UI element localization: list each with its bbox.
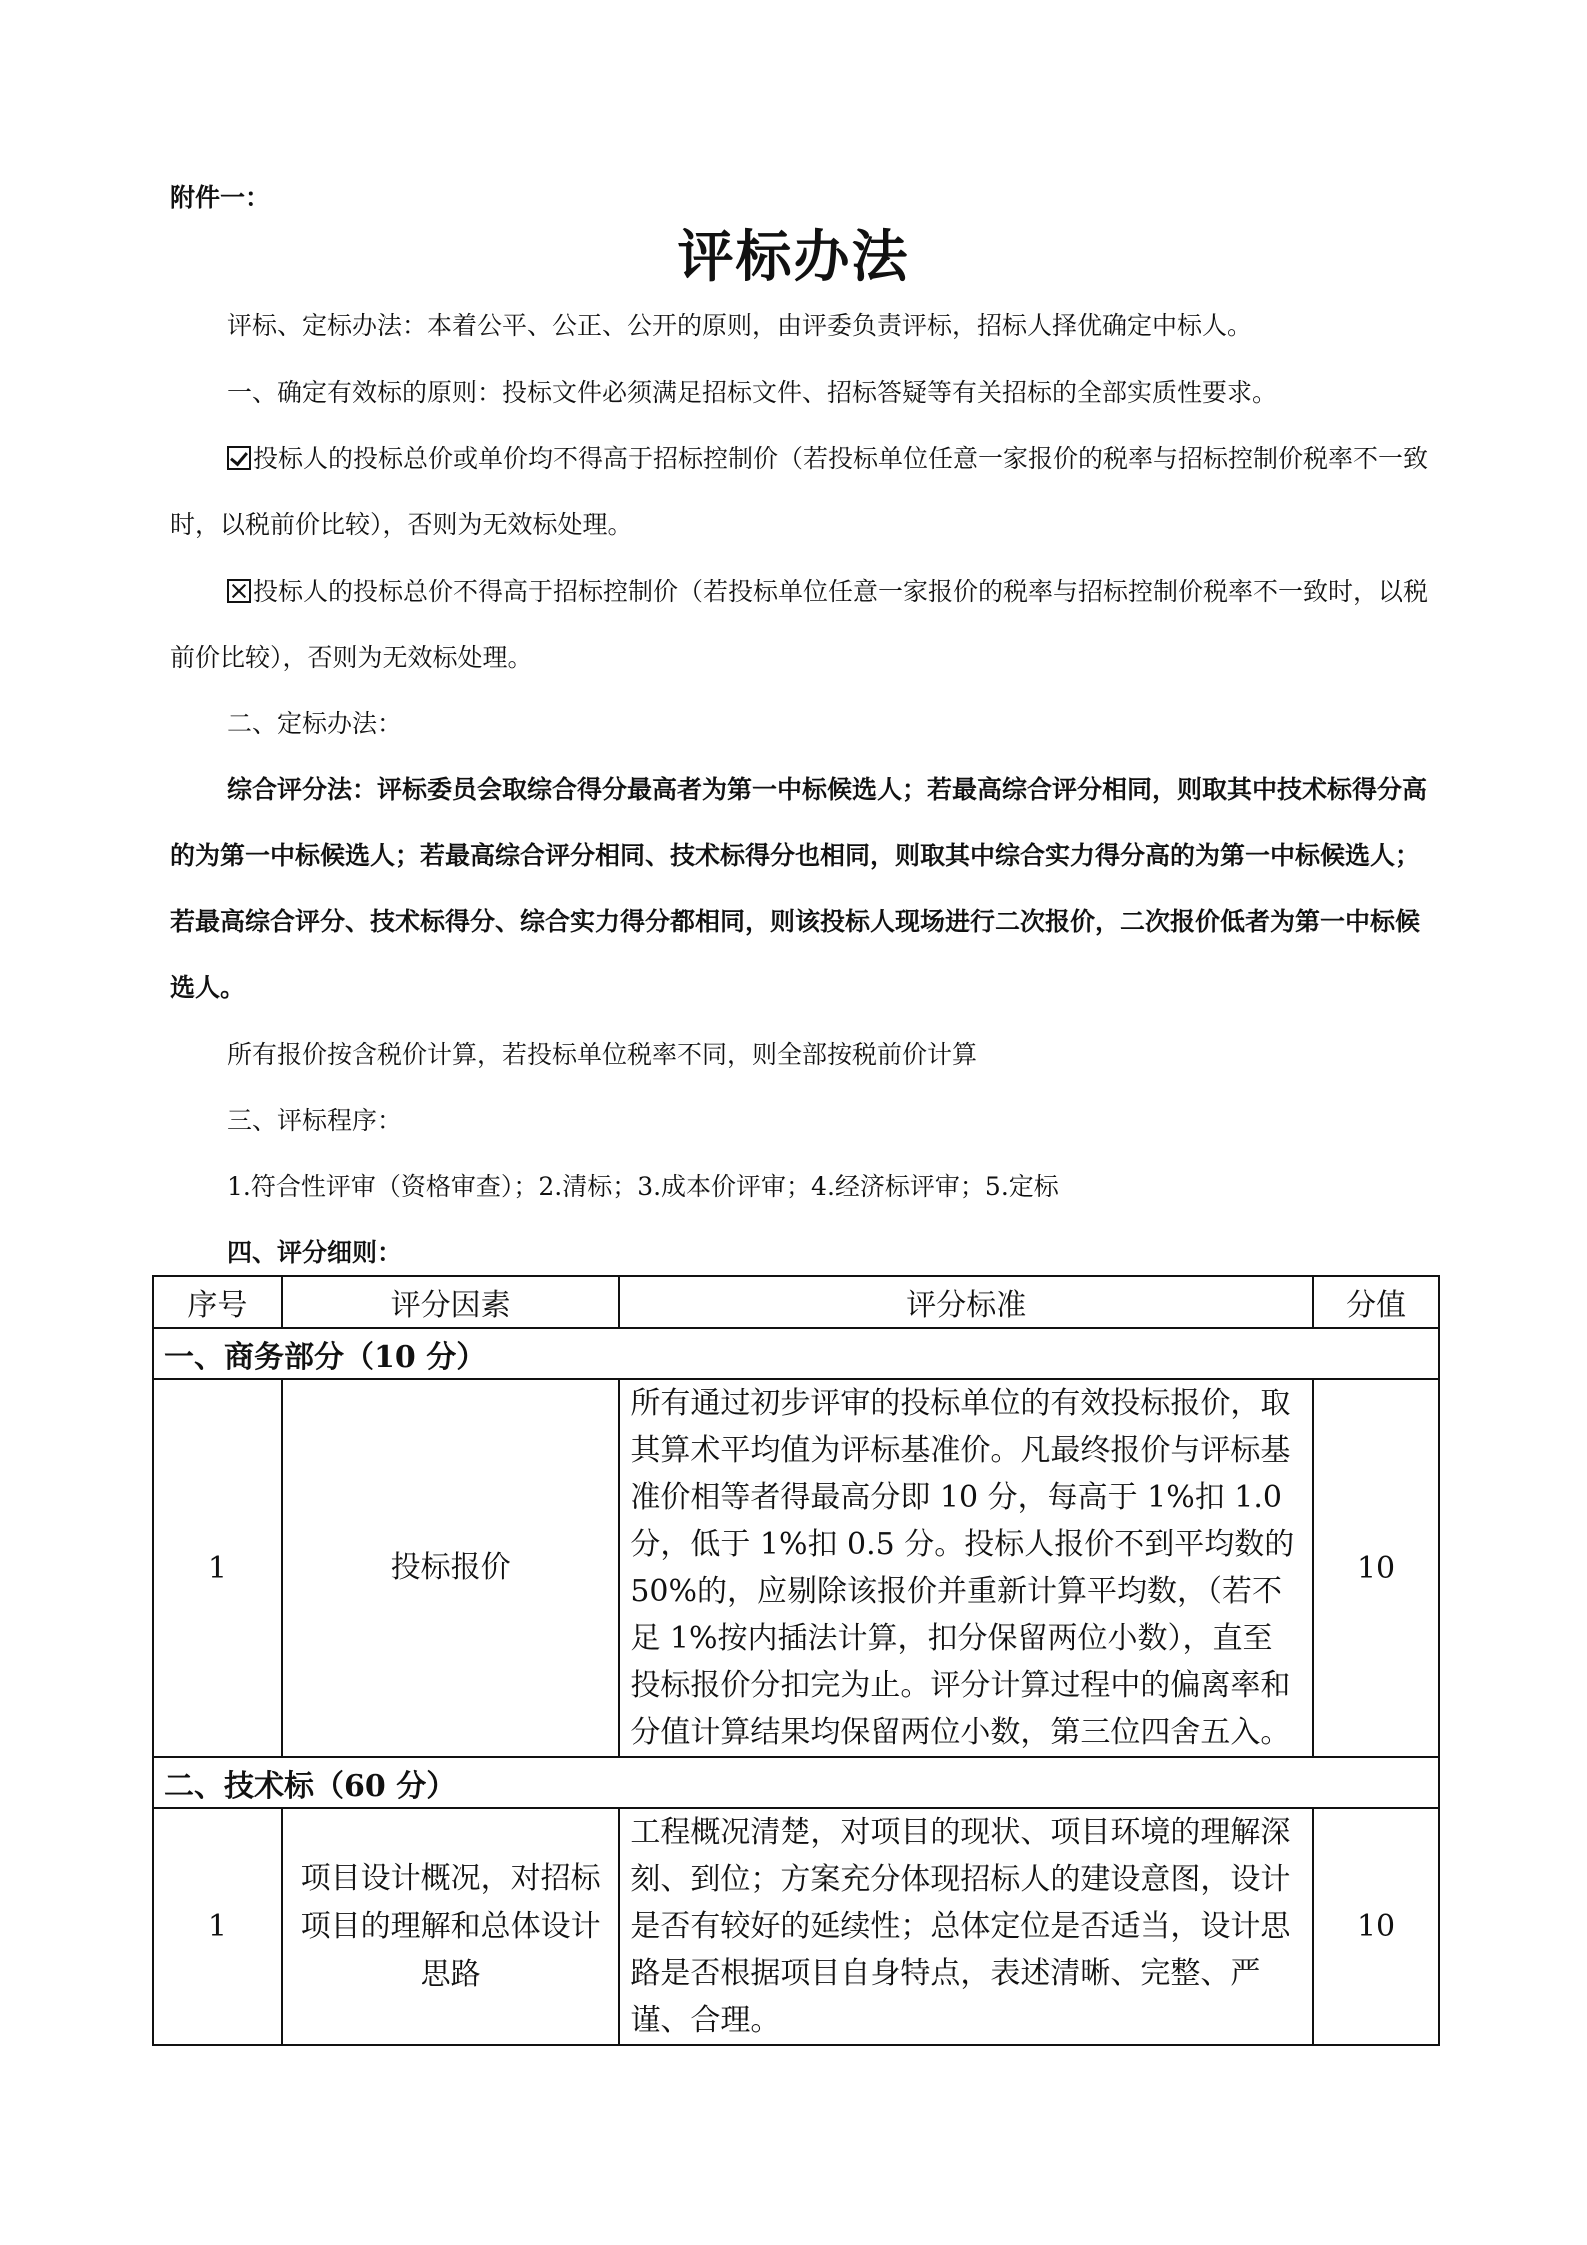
page-title: 评标办法 (677, 224, 910, 290)
row-factor: 项目设计概况，对招标项目的理解和总体设计思路 (282, 1808, 619, 2045)
option-crossed-text: 投标人的投标总价不得高于招标控制价（若投标单位任意一家报价的税率与招标控制价税率不一致时，以税前价比较），否则为无效标处理。 (170, 577, 1429, 672)
row-no: 1 (153, 1379, 282, 1757)
header-criteria: 评分标准 (619, 1276, 1313, 1328)
row-criteria: 工程概况清楚，对项目的现状、项目环境的理解深刻、到位；方案充分体现招标人的建设意图，设计是否有较好的延续性；总体定位是否适当，设计思路是否根据项目自身特点，表述清晰、完整、严谨、合理。 (619, 1808, 1313, 2045)
option-checked-text: 投标人的投标总价或单价均不得高于招标控制价（若投标单位任意一家报价的税率与招标控制价税率不一致时，以税前价比较），否则为无效标处理。 (170, 444, 1429, 539)
option-checked-paragraph (170, 426, 1440, 558)
header-score: 分值 (1313, 1276, 1439, 1328)
row-no: 1 (153, 1808, 282, 2045)
table-section-row (153, 1328, 1439, 1379)
intro-paragraph: 评标、定标办法：本着公平、公正、公开的原则，由评委负责评标，招标人择优确定中标人。 (227, 311, 1253, 340)
option-crossed-paragraph (170, 559, 1440, 691)
section3-text: 1.符合性评审（资格审查）；2.清标；3.成本价评审；4.经济标评审；5.定标 (227, 1172, 1059, 1201)
section4-heading: 四、评分细则： (227, 1238, 403, 1267)
tax-note: 所有报价按含税价计算，若投标单位税率不同，则全部按税前价计算 (227, 1040, 978, 1069)
scoring-table (152, 1275, 1440, 2046)
table-row (153, 1808, 1439, 2045)
section1-heading: 一、确定有效标的原则：投标文件必须满足招标文件、招标答疑等有关招标的全部实质性要求。 (227, 378, 1278, 407)
section-business-title: 一、商务部分（10 分） (153, 1328, 1439, 1379)
header-factor: 评分因素 (282, 1276, 619, 1328)
section3-heading: 三、评标程序： (227, 1106, 403, 1135)
header-no: 序号 (153, 1276, 282, 1328)
section2-text: 综合评分法：评标委员会取综合得分最高者为第一中标候选人；若最高综合评分相同，则取其中技术标得分高的为第一中标候选人；若最高综合评分相同、技术标得分也相同，则取其中综合实力得分高的为第一中标候选人；若最高综合评分、技术标得分、综合实力得分都相同，则该投标人现场进行二次报价，二次报价低者为第一中标候选人。 (170, 775, 1428, 1002)
row-score: 10 (1313, 1808, 1439, 2045)
attachment-label: 附件一： (170, 183, 271, 212)
table-header-row (153, 1276, 1439, 1328)
row-score: 10 (1313, 1379, 1439, 1757)
table-section-row (153, 1757, 1439, 1808)
section-technical-title: 二、技术标（60 分） (153, 1757, 1439, 1808)
checked-box-icon (227, 446, 251, 470)
row-factor: 投标报价 (282, 1379, 619, 1757)
table-row (153, 1379, 1439, 1757)
section2-heading: 二、定标办法： (227, 709, 403, 738)
crossed-box-icon (227, 579, 251, 603)
row-criteria: 所有通过初步评审的投标单位的有效投标报价，取其算术平均值为评标基准价。凡最终报价与评标基准价相等者得最高分即 10 分，每高于 1%扣 1.0 分，低于 1%扣 0.5 分。投标人报价不到平均数的 50%的，应剔除该报价并重新计算平均数，（若不足 1%按内插法计算，扣分保留两位小数），直至投标报价分扣完为止。评分计算过程中的偏离率和分值计算结果均保留两位小数，第三位四舍五入。 (619, 1379, 1313, 1757)
